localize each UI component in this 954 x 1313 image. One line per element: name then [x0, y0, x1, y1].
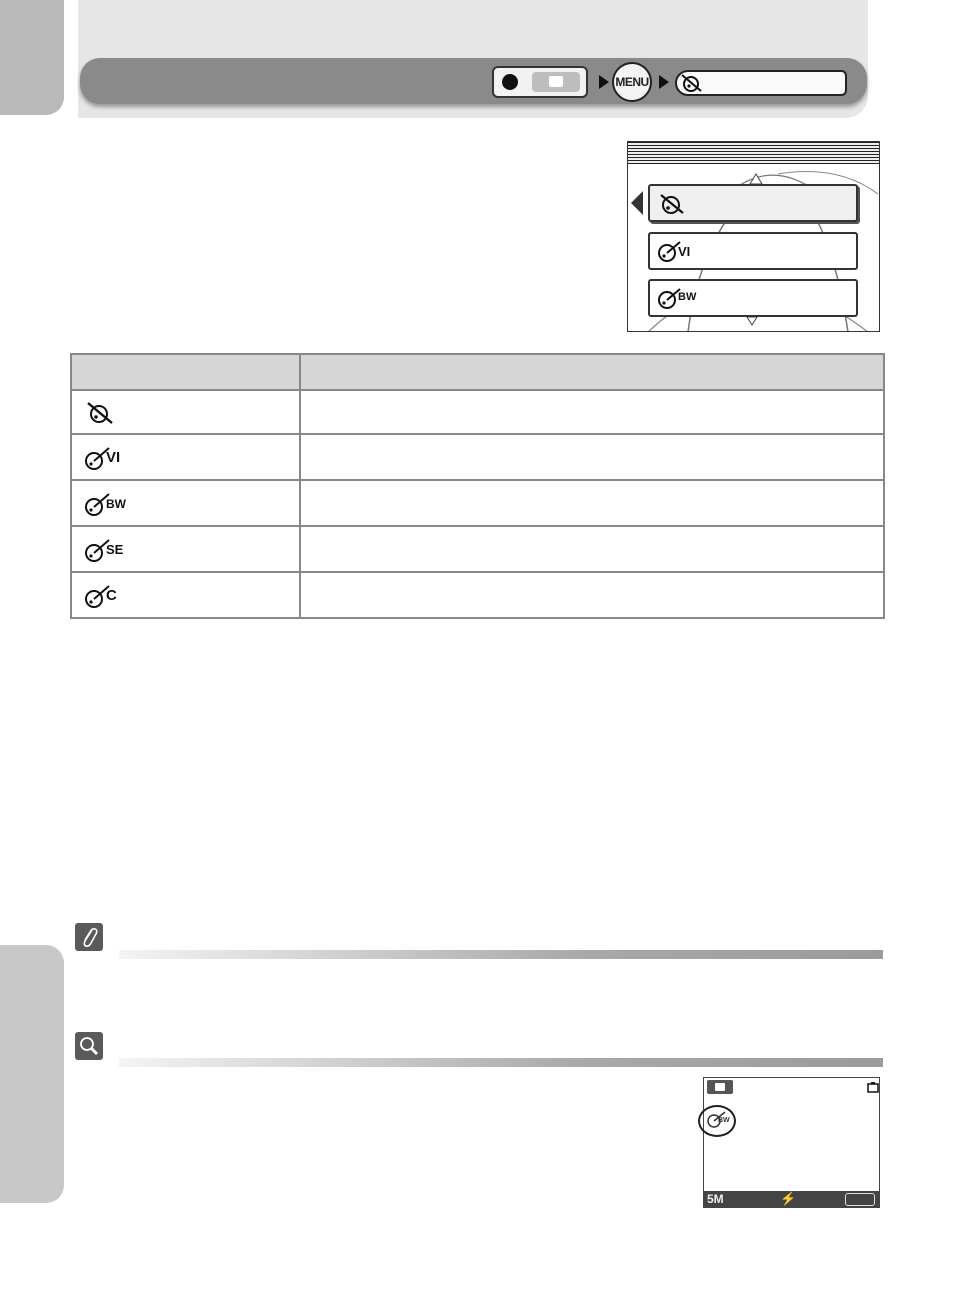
lcd-menu-item-standard: [648, 184, 858, 222]
table-row: [72, 573, 883, 619]
lcd-menu-item-label: BW: [678, 291, 697, 303]
mode-dial-icon: [492, 66, 588, 98]
camera-mode-icon: [707, 1080, 733, 1094]
note-divider: [119, 950, 883, 959]
lcd-menu-item-vivid: [648, 232, 858, 270]
lcd-shooting-display: [703, 1077, 880, 1208]
exposure-count-box: [845, 1193, 875, 1206]
lcd-color-option-label: BW: [718, 1117, 730, 1124]
image-size-indicator: 5M: [707, 1192, 724, 1206]
section-tab: [0, 945, 64, 1203]
row-label: SE: [106, 542, 124, 557]
lcd-title-bar: [628, 142, 879, 164]
scroll-left-arrow-icon: [631, 191, 643, 215]
menu-button-icon: MENU: [612, 62, 652, 102]
arrow-right-icon: [659, 75, 669, 89]
tip-bulb-icon: [75, 1032, 103, 1060]
color-options-off-icon: [658, 192, 686, 216]
arrow-right-icon: [599, 75, 609, 89]
chapter-tab: [0, 0, 64, 115]
paperclip-note-icon: [75, 923, 103, 951]
color-options-off-icon: [680, 73, 704, 93]
table-header: [72, 355, 883, 391]
battery-icon: [867, 1081, 879, 1096]
lcd-menu-item-label: VI: [678, 244, 691, 259]
lcd-color-options-menu: [627, 141, 880, 332]
color-options-off-icon: [84, 399, 116, 427]
table-row: [72, 481, 883, 527]
tip-divider: [119, 1058, 883, 1067]
table-row: [72, 389, 883, 435]
color-options-table: [70, 353, 885, 619]
camera-icon: [532, 72, 580, 92]
row-label: C: [106, 587, 117, 604]
row-label: VI: [106, 449, 121, 466]
table-row: [72, 435, 883, 481]
row-label: BW: [106, 497, 126, 511]
flash-icon: ⚡: [780, 1191, 797, 1206]
record-icon: [502, 74, 518, 90]
lcd-menu-item-black-and-white: [648, 279, 858, 317]
color-options-menu-field: [675, 70, 847, 96]
table-row: [72, 527, 883, 573]
